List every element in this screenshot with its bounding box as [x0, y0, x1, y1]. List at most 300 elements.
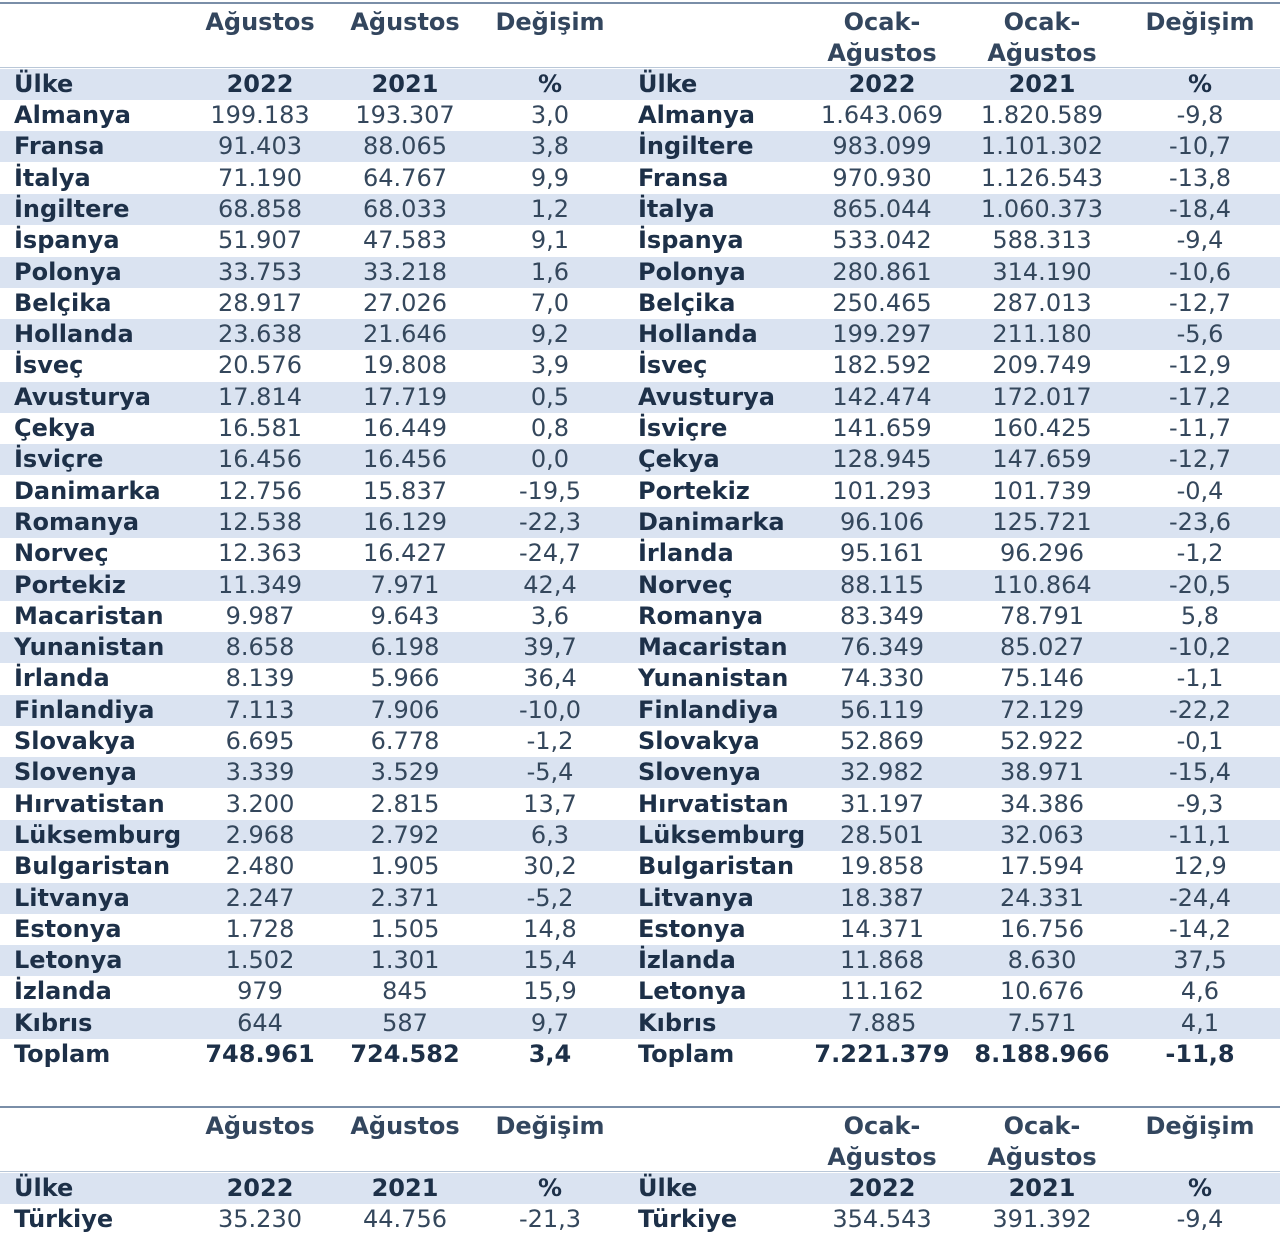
change-value: -12,9 — [1168, 351, 1232, 380]
country-name: İngiltere — [638, 132, 754, 161]
import-value: 172.017 — [992, 382, 1092, 411]
change-value: -9,4 — [1176, 226, 1224, 255]
header-change-cum: Değişim — [1145, 1112, 1255, 1140]
country-name: Macaristan — [638, 633, 788, 662]
total-row — [0, 1039, 1280, 1070]
import-value: 47.583 — [363, 226, 447, 255]
header-jan-aug-2021-a: Ocak- — [1003, 8, 1081, 36]
import-value: 1.905 — [370, 852, 440, 881]
country-name: Letonya — [14, 946, 123, 975]
import-value: 76.349 — [840, 633, 924, 662]
change-value: 15,4 — [523, 946, 577, 975]
header-percent-right: % — [1187, 70, 1213, 98]
import-value: 17.814 — [218, 382, 302, 411]
change-value: -5,4 — [526, 758, 574, 787]
header-aug-2021: Ağustos — [350, 8, 460, 36]
change-value: -24,7 — [518, 539, 582, 568]
import-value: 16.456 — [218, 445, 302, 474]
table-row — [0, 538, 1280, 569]
country-name: Polonya — [14, 257, 122, 286]
country-name: Norveç — [638, 570, 733, 599]
header-year-2022: 2022 — [226, 70, 294, 98]
import-value: 7.571 — [1007, 1008, 1077, 1037]
country-name: İsveç — [14, 351, 84, 380]
import-value: 56.119 — [840, 695, 924, 724]
table-row — [0, 945, 1280, 976]
header-mid-rule — [0, 67, 1280, 68]
country-name: Yunanistan — [638, 664, 789, 693]
import-value: 970.930 — [832, 163, 932, 192]
country-name: İzlanda — [638, 946, 736, 975]
import-value: 64.767 — [363, 163, 447, 192]
country-name: İrlanda — [638, 539, 734, 568]
table-row — [0, 851, 1280, 882]
change-value: -22,3 — [518, 507, 582, 536]
country-name: Romanya — [14, 507, 140, 536]
import-value: 78.791 — [1000, 601, 1084, 630]
header-jan-aug-2021-b: Ağustos — [987, 39, 1097, 67]
import-value: 24.331 — [1000, 883, 1084, 912]
header-change: Değişim — [495, 8, 605, 36]
import-value: 28.917 — [218, 288, 302, 317]
import-value: 17.719 — [363, 382, 447, 411]
change-value: 9,2 — [530, 320, 570, 349]
country-name: Slovakya — [14, 727, 136, 755]
change-value: 0,8 — [530, 414, 570, 442]
import-value: 20.576 — [218, 351, 302, 380]
table-row — [0, 444, 1280, 475]
country-name: Portekiz — [14, 570, 126, 599]
import-value: 16.456 — [363, 445, 447, 474]
header-year-2021: 2021 — [371, 1174, 439, 1202]
table-row — [0, 100, 1280, 131]
change-value: 9,1 — [530, 226, 570, 255]
change-value: 3,0 — [530, 101, 570, 129]
header-aug-2021: Ağustos — [350, 1112, 460, 1140]
change-value: 14,8 — [523, 914, 577, 943]
import-value: 38.971 — [1000, 758, 1084, 787]
change-value: -18,4 — [1168, 194, 1232, 223]
table-row — [0, 601, 1280, 632]
country-name: Belçika — [638, 288, 736, 317]
change-value: 13,7 — [523, 789, 577, 818]
import-value: 6.695 — [225, 727, 295, 755]
header-jan-aug-2021-b: Ağustos — [987, 1143, 1097, 1171]
country-name: İtalya — [14, 163, 91, 192]
change-value: -5,2 — [526, 883, 574, 912]
import-value: 68.033 — [363, 194, 447, 223]
import-value: 1.126.543 — [980, 163, 1104, 192]
import-value: 6.198 — [370, 633, 440, 662]
change-value: -9,4 — [1176, 1205, 1224, 1233]
import-value: 9.643 — [370, 601, 440, 630]
country-name: Norveç — [14, 539, 109, 568]
header-year-2022: 2022 — [226, 1174, 294, 1202]
change-value: 5,8 — [1180, 601, 1220, 630]
import-value: 209.749 — [992, 351, 1092, 380]
country-name: Finlandiya — [14, 695, 155, 724]
import-value: 587 — [382, 1008, 428, 1037]
import-value: 1.728 — [225, 914, 295, 943]
import-value: 16.756 — [1000, 914, 1084, 943]
import-value: 44.756 — [363, 1205, 447, 1233]
country-name: Hollanda — [14, 320, 134, 349]
import-value: 35.230 — [218, 1205, 302, 1233]
table-row — [0, 225, 1280, 256]
change-value: -14,2 — [1168, 914, 1232, 943]
country-name: Fransa — [638, 163, 729, 192]
import-value: 16.449 — [363, 414, 447, 442]
import-value: 9.987 — [225, 601, 295, 630]
header-country-right: Ülke — [638, 70, 698, 98]
import-value: 10.676 — [1000, 977, 1084, 1006]
change-value: 4,1 — [1180, 1008, 1220, 1037]
total-value: 724.582 — [350, 1040, 460, 1068]
country-name: İngiltere — [14, 194, 130, 223]
table-row — [0, 695, 1280, 726]
import-value: 3.200 — [225, 789, 295, 818]
import-value: 14.371 — [840, 914, 924, 943]
total-value: -11,8 — [1165, 1040, 1235, 1068]
country-name: Yunanistan — [14, 633, 165, 662]
table-row — [0, 883, 1280, 914]
import-value: 8.630 — [1007, 946, 1077, 975]
country-name: Belçika — [14, 288, 112, 317]
table-row — [0, 507, 1280, 538]
country-name: İspanya — [638, 226, 744, 255]
import-value: 182.592 — [832, 351, 932, 380]
table-row — [0, 789, 1280, 820]
country-name: Portekiz — [638, 476, 750, 505]
import-value: 1.060.373 — [980, 194, 1104, 223]
country-name: Türkiye — [638, 1205, 738, 1233]
change-value: -10,2 — [1168, 633, 1232, 662]
import-value: 5.966 — [370, 664, 440, 693]
import-value: 979 — [237, 977, 283, 1006]
country-name: Estonya — [638, 914, 746, 943]
change-value: -0,1 — [1176, 727, 1224, 755]
import-value: 845 — [382, 977, 428, 1006]
import-value: 52.922 — [1000, 727, 1084, 755]
change-value: -5,6 — [1176, 320, 1224, 349]
import-value: 101.293 — [832, 476, 932, 505]
import-value: 23.638 — [218, 320, 302, 349]
change-value: -1,1 — [1176, 664, 1224, 693]
change-value: 6,3 — [530, 820, 570, 849]
change-value: 0,0 — [530, 445, 570, 474]
table-row — [0, 382, 1280, 413]
table-row — [0, 257, 1280, 288]
change-value: 39,7 — [523, 633, 577, 662]
country-name: Hırvatistan — [638, 789, 789, 818]
import-value: 865.044 — [832, 194, 932, 223]
change-value: 37,5 — [1173, 946, 1227, 975]
import-value: 16.581 — [218, 414, 302, 442]
country-name: Kıbrıs — [14, 1008, 93, 1037]
change-value: 42,4 — [523, 570, 577, 599]
country-name: Kıbrıs — [638, 1008, 717, 1037]
country-name: Hollanda — [638, 320, 758, 349]
import-value: 287.013 — [992, 288, 1092, 317]
change-value: -10,6 — [1168, 257, 1232, 286]
country-name: Litvanya — [638, 883, 754, 912]
import-value: 28.501 — [840, 820, 924, 849]
import-value: 211.180 — [992, 320, 1092, 349]
import-value: 72.129 — [1000, 695, 1084, 724]
import-value: 16.427 — [363, 539, 447, 568]
import-value: 101.739 — [992, 476, 1092, 505]
import-value: 199.183 — [210, 101, 310, 129]
import-value: 85.027 — [1000, 633, 1084, 662]
import-value: 983.099 — [832, 132, 932, 161]
header-change-cum: Değişim — [1145, 8, 1255, 36]
import-value: 2.815 — [370, 789, 440, 818]
table-row — [0, 163, 1280, 194]
country-name: Bulgaristan — [14, 852, 171, 881]
change-value: 7,0 — [530, 288, 570, 317]
table-row — [0, 350, 1280, 381]
import-value: 16.129 — [363, 507, 447, 536]
total-label: Toplam — [14, 1040, 111, 1068]
import-value: 3.529 — [370, 758, 440, 787]
import-value: 21.646 — [363, 320, 447, 349]
import-value: 7.971 — [370, 570, 440, 599]
import-value: 32.063 — [1000, 820, 1084, 849]
import-value: 51.907 — [218, 226, 302, 255]
import-value: 1.101.302 — [980, 132, 1104, 161]
import-value: 12.363 — [218, 539, 302, 568]
country-name: Finlandiya — [638, 695, 779, 724]
import-value: 32.982 — [840, 758, 924, 787]
country-name: Lüksemburg — [638, 820, 806, 849]
country-name: Çekya — [638, 445, 720, 474]
change-value: 4,6 — [1180, 977, 1220, 1006]
import-value: 11.162 — [840, 977, 924, 1006]
import-value: 199.297 — [832, 320, 932, 349]
country-name: Polonya — [638, 257, 746, 286]
country-name: İsviçre — [14, 445, 104, 474]
table-row — [0, 319, 1280, 350]
country-name: İrlanda — [14, 664, 110, 693]
country-name: Hırvatistan — [14, 789, 165, 818]
import-value: 1.820.589 — [980, 101, 1104, 129]
import-value: 6.778 — [370, 727, 440, 755]
change-value: -24,4 — [1168, 883, 1232, 912]
change-value: -12,7 — [1168, 288, 1232, 317]
change-value: 12,9 — [1173, 852, 1227, 881]
header-year-2022-right: 2022 — [848, 1174, 916, 1202]
import-value: 314.190 — [992, 257, 1092, 286]
import-value: 33.753 — [218, 257, 302, 286]
change-value: -10,0 — [518, 695, 582, 724]
country-name: Almanya — [638, 101, 755, 129]
import-value: 18.387 — [840, 883, 924, 912]
import-value: 193.307 — [355, 101, 455, 129]
change-value: 3,9 — [530, 351, 570, 380]
header-percent: % — [537, 70, 563, 98]
change-value: -9,8 — [1176, 101, 1224, 129]
country-name: Slovakya — [638, 727, 760, 755]
country-name: Macaristan — [14, 601, 164, 630]
import-value: 2.792 — [370, 820, 440, 849]
import-value: 354.543 — [832, 1205, 932, 1233]
country-name: Avusturya — [638, 382, 775, 411]
table-row — [0, 663, 1280, 694]
country-name: Lüksemburg — [14, 820, 182, 849]
import-value: 52.869 — [840, 727, 924, 755]
import-value: 588.313 — [992, 226, 1092, 255]
total-value: 3,4 — [528, 1040, 572, 1068]
change-value: -17,2 — [1168, 382, 1232, 411]
country-name: Letonya — [638, 977, 747, 1006]
change-value: 1,2 — [530, 194, 570, 223]
change-value: -1,2 — [1176, 539, 1224, 568]
table-row — [0, 632, 1280, 663]
change-value: -19,5 — [518, 476, 582, 505]
change-value: 9,9 — [530, 163, 570, 192]
country-name: Slovenya — [638, 758, 761, 787]
change-value: 30,2 — [523, 852, 577, 881]
import-value: 15.837 — [363, 476, 447, 505]
change-value: -11,1 — [1168, 820, 1232, 849]
import-value: 2.968 — [225, 820, 295, 849]
header-percent-right: % — [1187, 1174, 1213, 1202]
import-value: 1.301 — [370, 946, 440, 975]
import-value: 147.659 — [992, 445, 1092, 474]
header-change: Değişim — [495, 1112, 605, 1140]
import-value: 83.349 — [840, 601, 924, 630]
header-percent: % — [537, 1174, 563, 1202]
country-name: Estonya — [14, 914, 122, 943]
header-jan-aug-2021-a: Ocak- — [1003, 1112, 1081, 1140]
change-value: -10,7 — [1168, 132, 1232, 161]
table-row — [0, 570, 1280, 601]
header-top-rule — [0, 1106, 1280, 1108]
import-value: 110.864 — [992, 570, 1092, 599]
table-row — [0, 131, 1280, 162]
change-value: -1,2 — [526, 727, 574, 755]
header-country: Ülke — [14, 70, 74, 98]
country-name: Romanya — [638, 601, 764, 630]
import-value: 11.868 — [840, 946, 924, 975]
change-value: -20,5 — [1168, 570, 1232, 599]
change-value: -11,7 — [1168, 414, 1232, 442]
country-name: İsveç — [638, 351, 708, 380]
change-value: 3,8 — [530, 132, 570, 161]
change-value: -12,7 — [1168, 445, 1232, 474]
change-value: 36,4 — [523, 664, 577, 693]
table-row — [0, 476, 1280, 507]
country-name: Litvanya — [14, 883, 130, 912]
change-value: -13,8 — [1168, 163, 1232, 192]
change-value: 3,6 — [530, 601, 570, 630]
import-value: 7.885 — [847, 1008, 917, 1037]
import-value: 75.146 — [1000, 664, 1084, 693]
import-value: 34.386 — [1000, 789, 1084, 818]
table-row — [0, 914, 1280, 945]
table-row — [0, 1204, 1280, 1235]
import-value: 125.721 — [992, 507, 1092, 536]
import-value: 1.643.069 — [820, 101, 944, 129]
import-value: 71.190 — [218, 163, 302, 192]
country-name: Danimarka — [638, 507, 785, 536]
import-value: 17.594 — [1000, 852, 1084, 881]
import-value: 280.861 — [832, 257, 932, 286]
import-value: 31.197 — [840, 789, 924, 818]
import-value: 7.113 — [225, 695, 295, 724]
header-year-2022-right: 2022 — [848, 70, 916, 98]
import-value: 95.161 — [840, 539, 924, 568]
header-aug-2022: Ağustos — [205, 1112, 315, 1140]
import-value: 19.858 — [840, 852, 924, 881]
change-value: -23,6 — [1168, 507, 1232, 536]
table-row — [0, 1008, 1280, 1039]
change-value: 0,5 — [530, 382, 570, 411]
header-row — [0, 1173, 1280, 1204]
import-value: 33.218 — [363, 257, 447, 286]
total-value: 8.188.966 — [974, 1040, 1110, 1068]
import-value: 11.349 — [218, 570, 302, 599]
import-value: 1.505 — [370, 914, 440, 943]
import-value: 160.425 — [992, 414, 1092, 442]
table-row — [0, 413, 1280, 444]
header-year-2021-right: 2021 — [1008, 1174, 1076, 1202]
import-value: 91.403 — [218, 132, 302, 161]
import-value: 74.330 — [840, 664, 924, 693]
import-value: 2.480 — [225, 852, 295, 881]
table-row — [0, 757, 1280, 788]
header-year-2021: 2021 — [371, 70, 439, 98]
import-value: 96.296 — [1000, 539, 1084, 568]
header-row — [0, 69, 1280, 100]
import-value: 644 — [237, 1008, 283, 1037]
header-jan-aug-2022-a: Ocak- — [843, 8, 921, 36]
import-value: 2.371 — [370, 883, 440, 912]
header-jan-aug-2022-b: Ağustos — [827, 1143, 937, 1171]
table-row — [0, 726, 1280, 757]
import-value: 142.474 — [832, 382, 932, 411]
total-value: 748.961 — [205, 1040, 315, 1068]
header-top-rule — [0, 2, 1280, 4]
header-jan-aug-2022-b: Ağustos — [827, 39, 937, 67]
import-value: 3.339 — [225, 758, 295, 787]
table-row — [0, 976, 1280, 1007]
import-value: 141.659 — [832, 414, 932, 442]
change-value: -15,4 — [1168, 758, 1232, 787]
country-name: Fransa — [14, 132, 105, 161]
header-year-2021-right: 2021 — [1008, 70, 1076, 98]
country-name: Çekya — [14, 414, 96, 442]
change-value: -22,2 — [1168, 695, 1232, 724]
country-name: İspanya — [14, 226, 120, 255]
country-name: Slovenya — [14, 758, 137, 787]
table-row — [0, 820, 1280, 851]
import-value: 27.026 — [363, 288, 447, 317]
import-value: 12.756 — [218, 476, 302, 505]
table-row — [0, 288, 1280, 319]
import-value: 19.808 — [363, 351, 447, 380]
change-value: 1,6 — [530, 257, 570, 286]
import-value: 88.065 — [363, 132, 447, 161]
header-aug-2022: Ağustos — [205, 8, 315, 36]
country-name: Almanya — [14, 101, 131, 129]
import-value: 1.502 — [225, 946, 295, 975]
country-name: Danimarka — [14, 476, 161, 505]
change-value: -0,4 — [1176, 476, 1224, 505]
change-value: -9,3 — [1176, 789, 1224, 818]
country-name: İtalya — [638, 194, 715, 223]
header-mid-rule — [0, 1171, 1280, 1172]
